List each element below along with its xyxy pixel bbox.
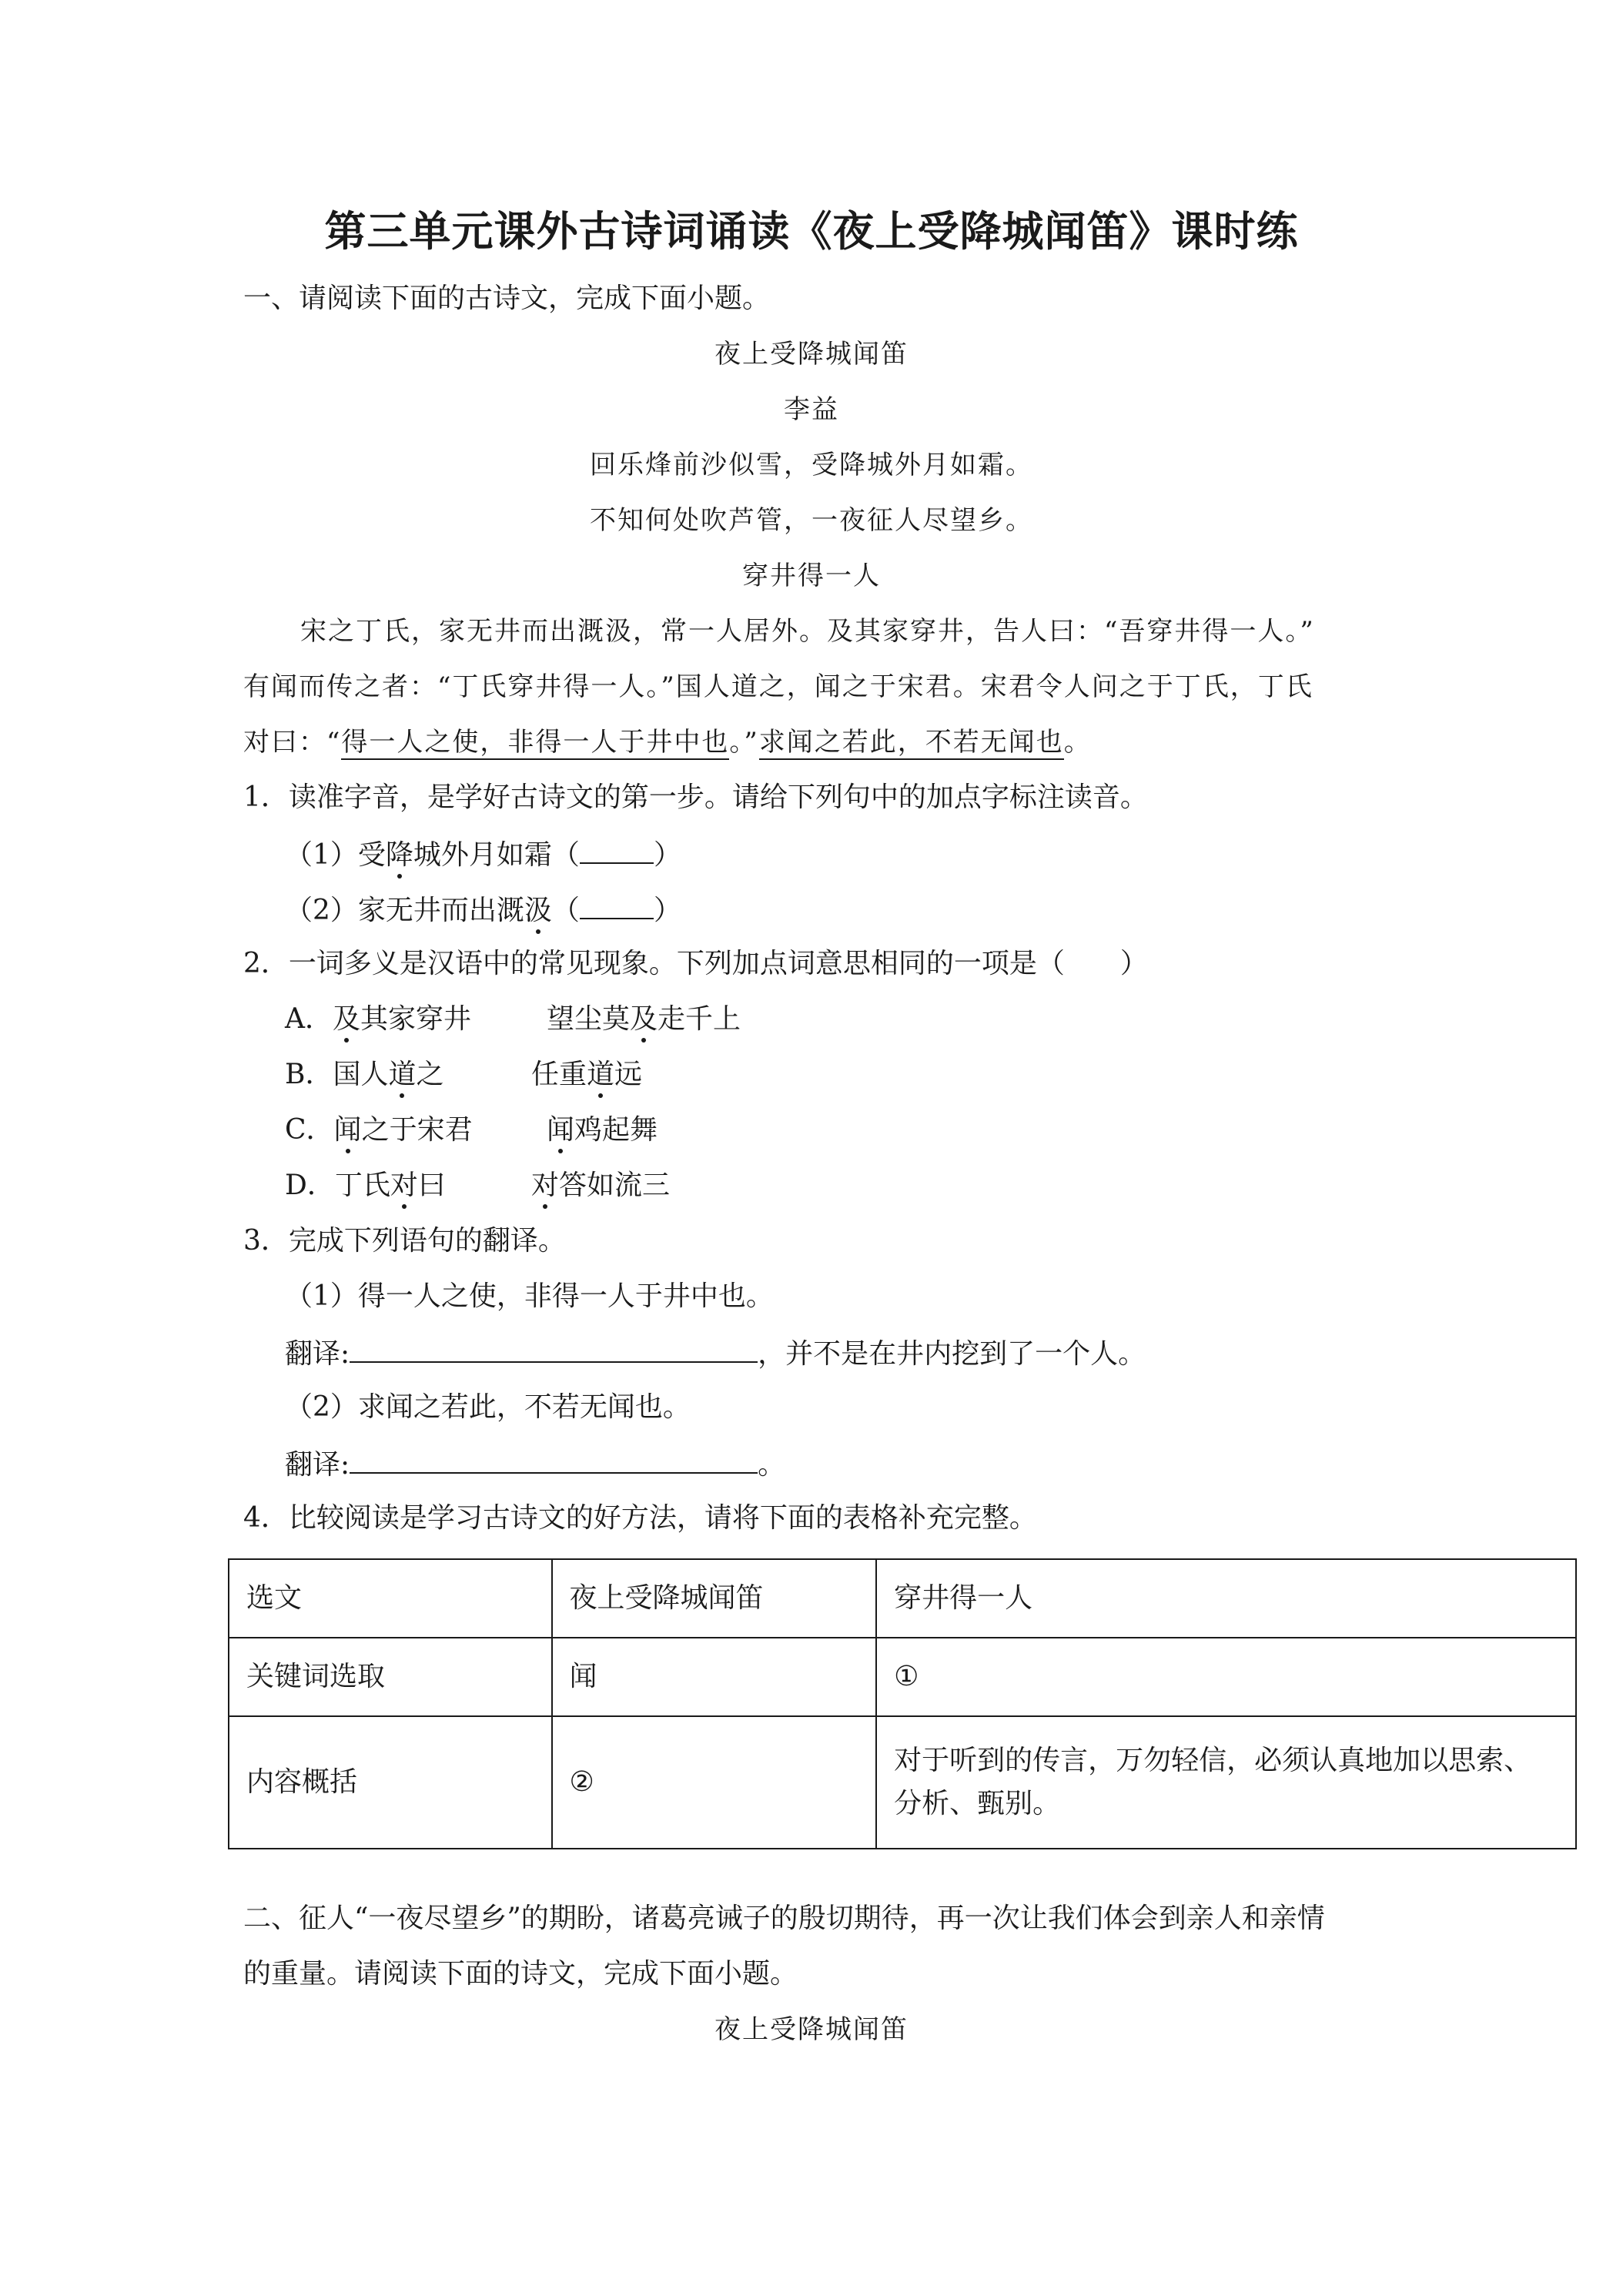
prose-text: 。	[1063, 727, 1092, 758]
table-cell: 穿井得一人	[876, 1559, 1576, 1638]
q3-sentence-1: （1）得一人之使，非得一人于井中也。	[285, 1280, 774, 1312]
table-cell: 关键词选取	[229, 1638, 552, 1716]
translation-blank-1[interactable]	[350, 1334, 758, 1363]
option-text: 走千上	[658, 1003, 741, 1035]
poem-line-1: 回乐烽前沙似雪，受降城外月如霜。	[590, 450, 1033, 480]
q1-item-text: （1）受	[285, 839, 386, 871]
option-text: 远	[614, 1059, 643, 1090]
q3-sentence-2: （2）求闻之若此，不若无闻也。	[285, 1391, 691, 1423]
option-label: B．	[285, 1059, 333, 1090]
option-text: 其家穿井	[360, 1003, 472, 1035]
q2-option-a-compare	[547, 1001, 741, 1038]
part2-intro-line-1: 二、征人“一夜尽望乡”的期盼，诸葛亮诫子的殷切期待，再一次让我们体会到亲人和亲情	[243, 1903, 1325, 1934]
poem-title: 夜上受降城闻笛	[714, 339, 909, 370]
dotted-char: 道	[587, 1056, 614, 1093]
translation-tail: 。	[758, 1449, 786, 1481]
q2-option-b[interactable]	[285, 1056, 444, 1093]
q2-stem: 2．一词多义是汉语中的常见现象。下列加点词意思相同的一项是（ ）	[243, 948, 1148, 979]
answer-cell-1[interactable]: ①	[876, 1638, 1576, 1716]
q3-stem: 3．完成下列语句的翻译。	[243, 1225, 566, 1257]
answer-cell-2[interactable]: ②	[552, 1716, 877, 1849]
underlined-sentence-1: 得一人之使，非得一人于井中也	[341, 727, 729, 760]
page-title: 第三单元课外古诗词诵读《夜上受降城闻笛》课时练	[324, 206, 1299, 256]
prose-title: 穿井得一人	[742, 561, 881, 591]
option-text: 任重	[531, 1059, 587, 1090]
comparison-table	[228, 1558, 1577, 1849]
poem-author: 李益	[784, 394, 839, 425]
q1-item-text: ）	[653, 895, 681, 926]
table-row	[229, 1559, 1576, 1638]
table-cell: 夜上受降城闻笛	[552, 1559, 877, 1638]
part2-poem-title: 夜上受降城闻笛	[714, 2014, 909, 2045]
option-text: 丁氏	[334, 1170, 390, 1201]
q1-item-text: ）	[653, 839, 681, 871]
option-label: C．	[285, 1114, 334, 1146]
translation-tail: ，并不是在井内挖到了一个人。	[758, 1338, 1146, 1370]
option-text: 鸡起舞	[574, 1114, 658, 1146]
q4-stem: 4．比较阅读是学习古诗文的好方法，请将下面的表格补充完整。	[243, 1502, 1037, 1534]
dotted-char: 汲	[524, 892, 552, 929]
dotted-char: 及	[333, 1001, 360, 1038]
option-label: A．	[285, 1003, 333, 1035]
dotted-char: 对	[531, 1167, 559, 1204]
table-row	[229, 1716, 1576, 1849]
table-cell: 闻	[552, 1638, 877, 1716]
dotted-char: 闻	[547, 1112, 574, 1149]
table-cell: 内容概括	[229, 1716, 552, 1849]
prose-text: 对曰：“	[243, 727, 342, 758]
part2-intro-line-2: 的重量。请阅读下面的诗文，完成下面小题。	[243, 1958, 798, 1990]
poem-line-2: 不知何处吹芦管，一夜征人尽望乡。	[590, 505, 1033, 536]
option-text: 答如流三	[559, 1170, 671, 1201]
q1-stem: 1．读准字音，是学好古诗文的第一步。请给下列句中的加点字标注读音。	[243, 782, 1148, 813]
underlined-sentence-2: 求闻之若此，不若无闻也	[759, 727, 1064, 760]
option-text: 望尘莫	[547, 1003, 631, 1035]
option-text: 曰	[417, 1170, 446, 1201]
q1-item-text: 城外月如霜（	[413, 839, 580, 871]
table-row	[229, 1638, 1576, 1716]
q2-option-c-compare	[547, 1112, 658, 1149]
option-text: 国人	[333, 1059, 389, 1090]
answer-blank[interactable]	[580, 835, 654, 864]
part1-intro: 一、请阅读下面的古诗文，完成下面小题。	[243, 283, 771, 314]
translation-blank-2[interactable]	[350, 1444, 758, 1474]
q1-item-1	[285, 835, 681, 874]
q1-item-text: （	[551, 895, 580, 926]
dotted-char: 对	[390, 1167, 418, 1204]
prose-paragraph-line-3	[243, 724, 1092, 761]
q2-option-d[interactable]	[285, 1167, 446, 1204]
q2-option-d-compare	[531, 1167, 670, 1204]
q3-translation-2	[285, 1444, 785, 1484]
dotted-char: 道	[388, 1056, 416, 1093]
q1-item-2	[285, 890, 681, 929]
dotted-char: 闻	[334, 1112, 362, 1149]
option-text: 之于宋君	[361, 1114, 473, 1146]
prose-paragraph-line-1: 宋之丁氏，家无井而出溉汲，常一人居外。及其家穿井，告人曰：“吾穿井得一人。”	[300, 616, 1315, 647]
cell-line: 对于听到的传言，万勿轻信，必须认真地加以思索、	[894, 1745, 1532, 1776]
q3-translation-1	[285, 1334, 1146, 1373]
translation-label: 翻译:	[285, 1338, 350, 1370]
q2-option-c[interactable]	[285, 1112, 473, 1149]
prose-text: 。”	[729, 727, 759, 758]
option-label: D．	[285, 1170, 335, 1201]
table-cell: 选文	[229, 1559, 552, 1638]
table-cell	[876, 1716, 1576, 1849]
q1-item-text: （2）家无井而出溉	[285, 895, 524, 926]
prose-paragraph-line-2: 有闻而传之者：“丁氏穿井得一人。”国人道之，闻之于宋君。宋君令人问之于丁氏，丁氏	[243, 671, 1313, 702]
translation-label: 翻译:	[285, 1449, 350, 1481]
q2-option-a[interactable]	[285, 1001, 471, 1038]
dotted-char: 及	[630, 1001, 658, 1038]
q2-option-b-compare	[531, 1056, 642, 1093]
cell-line: 分析、甄别。	[894, 1788, 1061, 1819]
option-text: 之	[416, 1059, 444, 1090]
answer-blank[interactable]	[580, 890, 654, 919]
dotted-char: 降	[386, 837, 413, 874]
